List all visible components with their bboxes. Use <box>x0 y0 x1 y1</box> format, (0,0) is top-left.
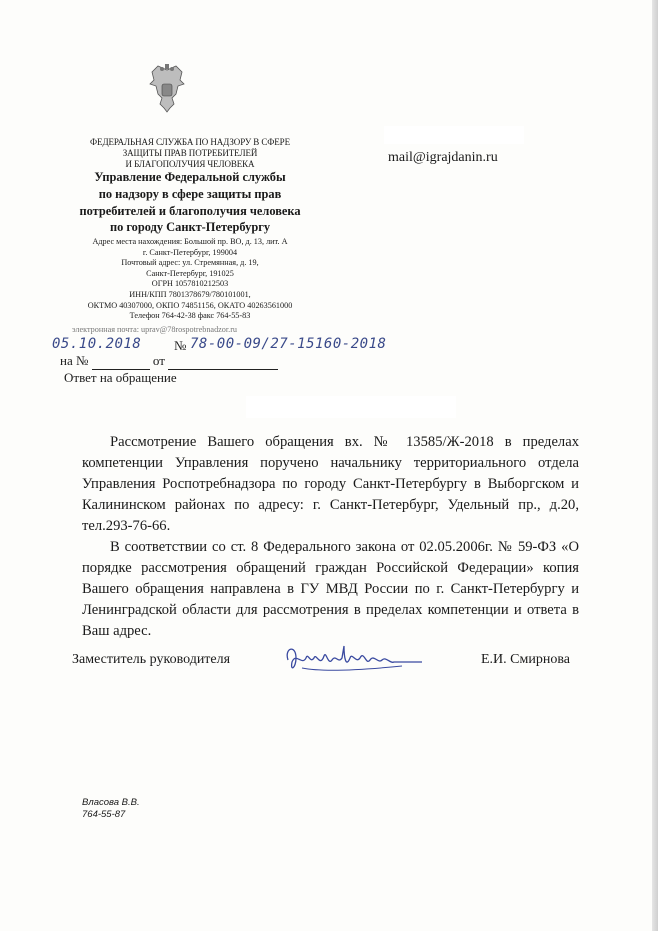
agency-name <box>40 137 340 170</box>
office-name <box>40 169 340 236</box>
address-line: Адрес места нахождения: Большой пр. ВО, д. 13, лит. А <box>92 237 288 246</box>
address-line: Почтовый адрес: ул. Стремянная, д. 19, <box>121 258 259 268</box>
body-paragraph: В соответствии со ст. 8 Федерального закона от 02.05.2006г. № 59-ФЗ «О порядке рассмотрения обращений граждан Российской Федерации» копия Вашего обращения направлена в ГУ МВД России по г. Санкт-Петербургу и Ленинградской области для рассмотрения в пределах компетенции и ответа в Ваш адрес. <box>82 539 579 639</box>
address-line: Санкт-Петербург, 191025 <box>146 268 234 278</box>
office-email: электронная почта: uprav@78rospotrebnadzor.ru <box>72 325 238 334</box>
signer-position: Заместитель руководителя <box>72 652 231 667</box>
office-line: по городу Санкт-Петербургу <box>109 220 271 235</box>
reference-prefix: на № <box>60 353 89 368</box>
address-line: ОКТМО 40307000, ОКПО 74851156, ОКАТО 40263561000 <box>87 300 293 310</box>
agency-line: ФЕДЕРАЛЬНАЯ СЛУЖБА ПО НАДЗОРУ В СФЕРЕ <box>90 137 290 147</box>
address-line: Телефон 764-42-38 факс 764-55-83 <box>129 311 251 321</box>
executor-block <box>82 797 140 821</box>
redacted-area <box>384 126 524 144</box>
recipient-email: mail@igrajdanin.ru <box>388 150 498 165</box>
reference-date-field <box>168 353 278 370</box>
reference-number-field <box>92 353 150 370</box>
scan-edge <box>652 0 658 931</box>
handwritten-signature <box>282 638 432 678</box>
signer-name: Е.И. Смирнова <box>481 652 570 667</box>
office-line: потребителей и благополучия человека <box>79 203 301 218</box>
letter-body <box>82 432 579 642</box>
redacted-area <box>246 396 456 418</box>
executor-name: Власова В.В. <box>82 797 140 808</box>
reference-from: от <box>152 353 165 368</box>
office-line: Управление Федеральной службы <box>94 170 286 184</box>
coat-of-arms-emblem <box>146 64 188 114</box>
office-line: по надзору в сфере защиты прав <box>98 186 282 201</box>
office-address <box>40 237 340 322</box>
registration-number: 78-00-09/27-15160-2018 <box>190 336 387 352</box>
agency-line: ЗАЩИТЫ ПРАВ ПОТРЕБИТЕЛЕЙ <box>122 148 258 158</box>
executor-phone: 764-55-87 <box>82 809 126 820</box>
address-line: ОГРН 1057810212503 <box>151 279 229 289</box>
address-line: г. Санкт-Петербург, 199004 <box>142 247 238 257</box>
reply-label: Ответ на обращение <box>64 370 177 385</box>
registration-number-prefix: № <box>174 338 187 353</box>
address-line: ИНН/КПП 7801378679/780101001, <box>129 289 251 299</box>
body-paragraph: Рассмотрение Вашего обращения вх. № 13585/Ж-2018 в пределах компетенции Управления поручено начальнику территориального отдела Управления Роспотребнадзора по городу Санкт-Петербургу в Выборгском и Калининском районах по адресу: г. Санкт-Петербург, Удельный пр., д.20, тел.293-76-66. <box>82 434 579 534</box>
agency-line: И БЛАГОПОЛУЧИЯ ЧЕЛОВЕКА <box>125 159 255 169</box>
reference-row <box>60 353 278 370</box>
registration-date: 05.10.2018 <box>52 336 142 352</box>
